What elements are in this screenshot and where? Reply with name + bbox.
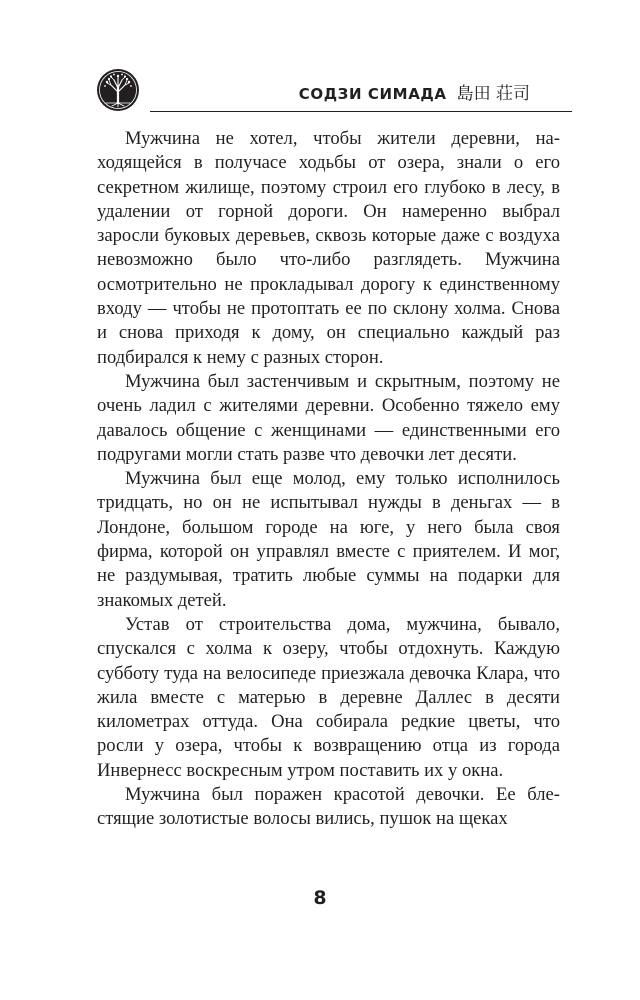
paragraph: Устав от строительства дома, мужчина, бывало, спускался с холма к озеру, чтобы отдохнуть. Каждую субботу туда на велосипеде приезжала девочка Клара, что жила вместе с матерью в деревне Даллес в десяти километрах оттуда. Она собирала редкие цветы, что росли у озера, чтобы к возвращению отца из города Инвернесс воскресным утром поставить их у окна.: [97, 613, 560, 781]
page-number: 8: [313, 887, 327, 909]
paragraph: Мужчина был застенчивым и скрытным, поэтому не очень ладил с жителями деревни. Особенно тяжело ему давалось общение с женщинами — единственными его подругами могли стать разве что девочки лет десяти.: [97, 370, 560, 465]
paragraph: Мужчина был еще молод, ему только исполнилось тридцать, но он не испытывал нужды в деньгах — в Лондоне, большом городе на юге, у него была своя фирма, которой он управлял вместе с приятелем. И мог, не раздумывая, тратить любые суммы на подарки для знакомых детей.: [97, 468, 560, 611]
header-rule: [150, 111, 572, 112]
running-header: [150, 82, 572, 112]
author-name-japanese: 島田 荘司: [456, 84, 530, 104]
paragraph: Мужчина был поражен красотой девочки. Ее блестящие золотистые волосы вились, пушок на щеках: [97, 784, 560, 830]
running-head: [299, 84, 530, 105]
author-name: СОДЗИ СИМАДА: [298, 85, 447, 103]
paragraph: Мужчина не хотел, чтобы жители деревни, находящейся в получасе ходьбы от озера, знали о его секретном жилище, поэтому строил его глубоко в лесу, в удалении от горной дороги. Он намеренно выбрал заросли буковых деревьев, сквозь которые даже с воздуха невозможно было что-либо разглядеть. Мужчина осмотрительно не прокладывал дорогу к единственному входу — чтобы не протоптать ее по склону холма. Снова и снова приходя к дому, он специально каждый раз подбирался к нему с разных сторон.: [97, 128, 560, 368]
body-text: [97, 127, 560, 832]
tree-emblem-icon: [96, 68, 140, 112]
